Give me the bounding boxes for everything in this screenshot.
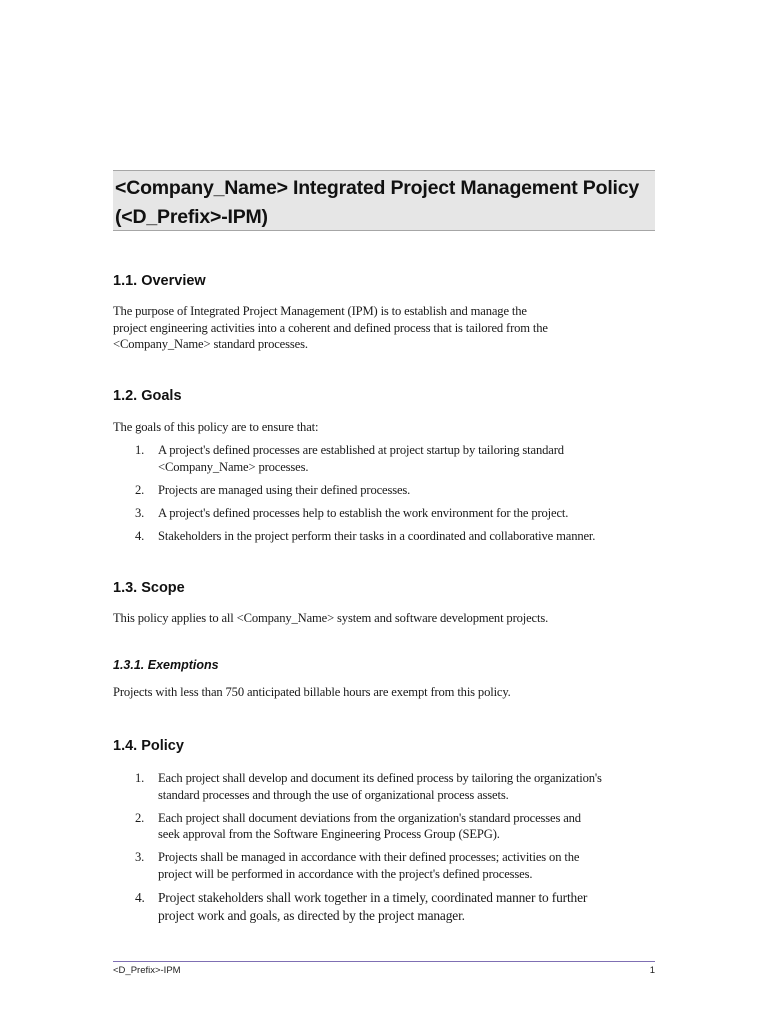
list-item <box>113 482 658 499</box>
list-item-text: Stakeholders in the project perform their tasks in a coordinated and collaborative manner. <box>158 528 596 543</box>
title-line-2: (<D_Prefix>-IPM) <box>115 206 268 228</box>
list-item <box>113 505 658 522</box>
footer-document-id: <D_Prefix>-IPM <box>113 965 181 976</box>
list-item-text: Projects are managed using their defined processes. <box>158 482 411 497</box>
title-banner <box>113 170 655 231</box>
overview-heading: 1.1. Overview <box>113 273 206 289</box>
list-item-text: Projects shall be managed in accordance with their defined processes; activities on the <box>158 850 580 864</box>
goals-intro: The goals of this policy are to ensure that: <box>113 420 319 434</box>
list-item-number: 2. <box>135 810 145 825</box>
list-item-text: A project's defined processes help to establish the work environment for the project. <box>158 505 569 520</box>
exemptions-heading: 1.3.1. Exemptions <box>113 658 219 672</box>
list-item <box>113 528 658 545</box>
list-item <box>113 889 658 926</box>
document-title <box>115 174 653 232</box>
list-item-text: Each project shall develop and document its defined process by tailoring the organization's <box>158 771 602 785</box>
list-item <box>113 849 658 882</box>
list-item-number: 3. <box>135 850 145 864</box>
list-item-text: Each project shall document deviations from the organization's standard processes and <box>158 810 581 825</box>
exemptions-paragraph: Projects with less than 750 anticipated billable hours are exempt from this policy. <box>113 685 511 699</box>
overview-paragraph <box>113 303 658 353</box>
list-item-number: 4. <box>135 889 145 905</box>
goals-heading: 1.2. Goals <box>113 388 182 404</box>
policy-heading: 1.4. Policy <box>113 738 184 754</box>
list-item-text: Project stakeholders shall work together in a timely, coordinated manner to further <box>158 889 588 905</box>
list-item-text: project work and goals, as directed by the project manager. <box>158 908 465 923</box>
title-line-1: <Company_Name> Integrated Project Management Policy <box>115 177 640 199</box>
footer-rule <box>113 961 655 962</box>
overview-line: The purpose of Integrated Project Management (IPM) is to establish and manage the <box>113 304 527 318</box>
list-item-number: 2. <box>135 482 145 497</box>
overview-line: <Company_Name> standard processes. <box>113 337 308 351</box>
list-item-number: 1. <box>135 443 145 457</box>
list-item-text: project will be performed in accordance with the project's defined processes. <box>158 866 533 881</box>
scope-heading: 1.3. Scope <box>113 580 185 596</box>
list-item <box>113 810 658 843</box>
policy-list <box>113 770 658 932</box>
goals-list <box>113 442 658 551</box>
list-item-number: 4. <box>135 528 145 543</box>
scope-paragraph: This policy applies to all <Company_Name> system and software development projects. <box>113 611 549 625</box>
list-item-text: <Company_Name> processes. <box>158 459 309 474</box>
list-item-number: 3. <box>135 505 145 520</box>
overview-line: project engineering activities into a coherent and defined process that is tailored from the <box>113 320 548 335</box>
list-item <box>113 442 658 475</box>
list-item <box>113 770 658 803</box>
list-item-text: A project's defined processes are established at project startup by tailoring standard <box>158 443 564 457</box>
footer-page-number: 1 <box>649 965 655 976</box>
list-item-text: standard processes and through the use of organizational process assets. <box>158 787 509 802</box>
list-item-text: seek approval from the Software Engineering Process Group (SEPG). <box>158 827 500 841</box>
list-item-number: 1. <box>135 771 145 785</box>
